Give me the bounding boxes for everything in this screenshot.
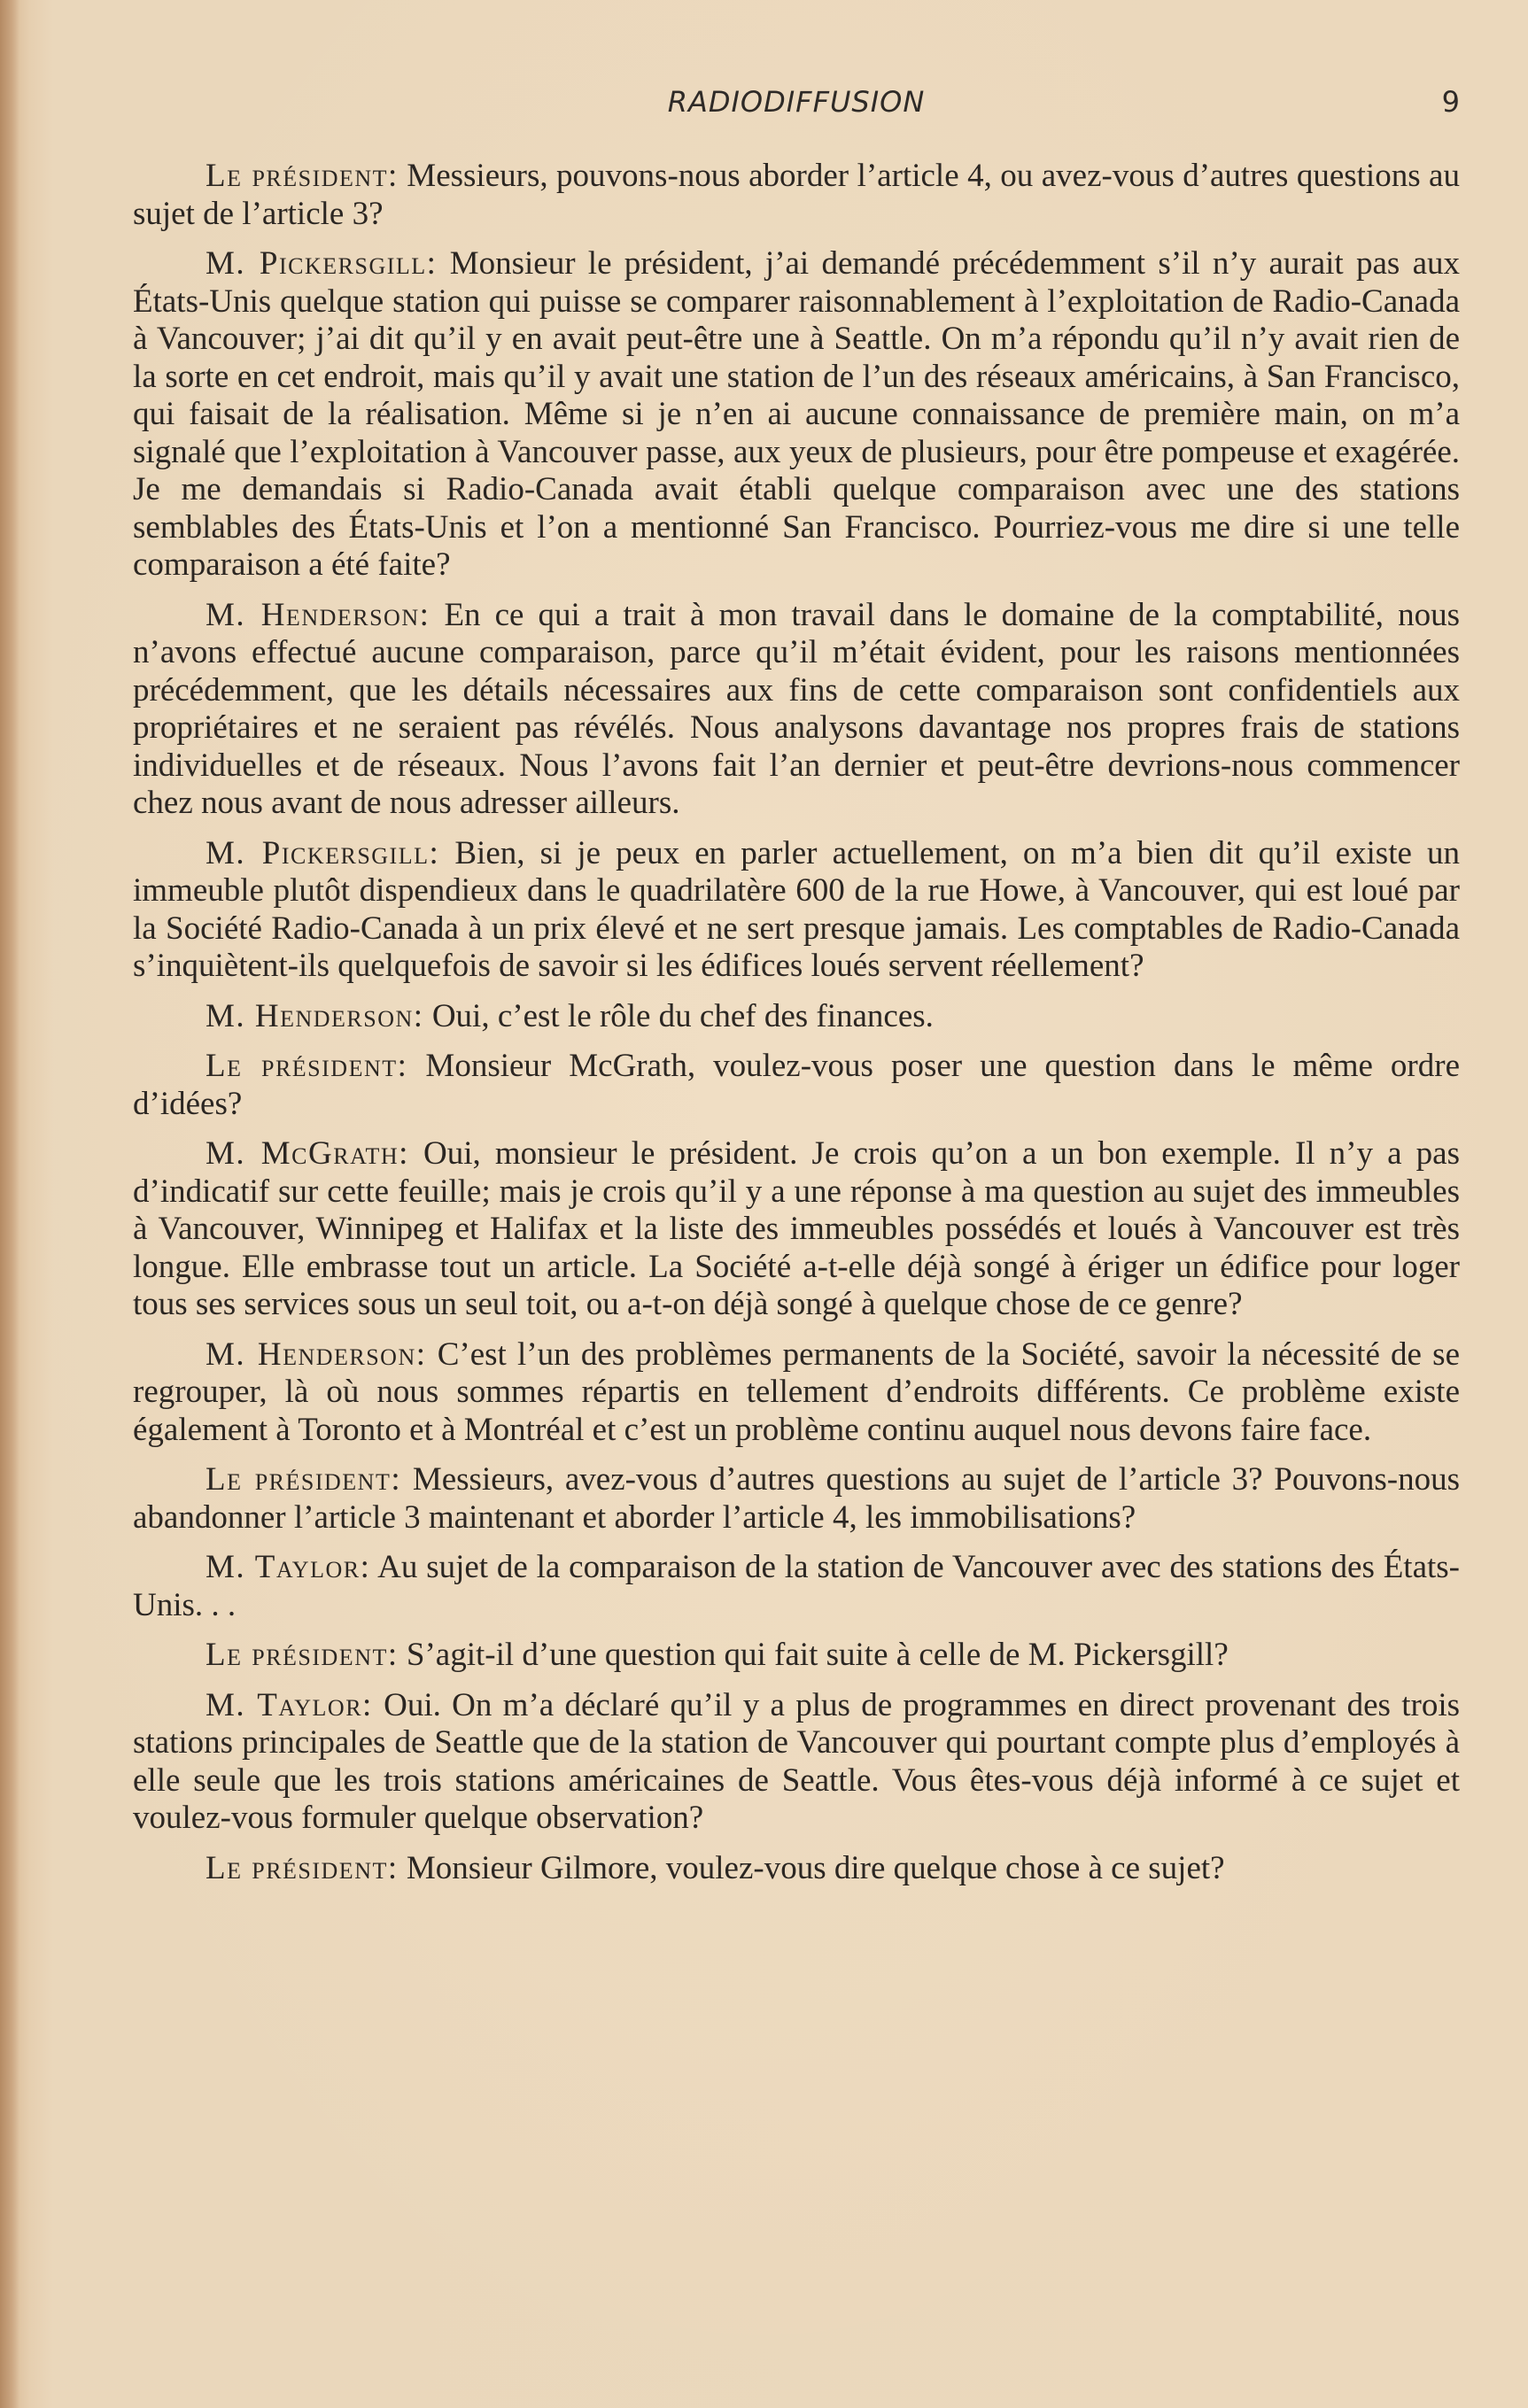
paragraph-text: Monsieur Gilmore, voulez-vous dire quelque chose à ce sujet? bbox=[398, 1849, 1225, 1886]
paragraph bbox=[133, 1461, 1460, 1537]
paragraph-text: Oui, monsieur le président. Je crois qu’on a un bon exemple. Il n’y a pas d’indicatif sur cette feuille; mais je crois qu’il y a une réponse à ma question au sujet des immeubles à Vancouver, Winnipeg et Halifax et la liste des immeubles possédés et loués à Vancouver est très longue. Elle embrasse tout un article. La Société a-t-elle déjà songé à ériger un édifice pour loger tous ses services sous un seul toit, ou a-t-on déjà songé à quelque chose de ce genre? bbox=[133, 1135, 1460, 1322]
paragraph-text: Messieurs, pouvons-nous aborder l’article 4, ou avez-vous d’autres questions au sujet de l’article 3? bbox=[133, 158, 1460, 232]
paragraph bbox=[133, 1336, 1460, 1450]
page-binding-edge bbox=[0, 0, 19, 2408]
paragraph-text: En ce qui a trait à mon travail dans le domaine de la comptabilité, nous n’avons effectué aucune comparaison, parce qu’il m’était évident, pour les raisons mentionnées précédemment, que les détails nécessaires aux fins de cette comparaison sont confidentiels aux propriétaires et ne seraient pas révélés. Nous analysons davantage nos propres frais de stations individuelles et de réseaux. Nous l’avons fait l’an dernier et peut-être devrions-nous commencer chez nous avant de nous adresser ailleurs. bbox=[133, 596, 1460, 821]
paragraph-text: Bien, si je peux en parler actuellement, on m’a bien dit qu’il existe un immeuble plutôt dispendieux dans le quadrilatère 600 de la rue Howe, à Vancouver, qui est loué par la Société Radio-Canada à un prix élevé et ne sert presque jamais. Les comptables de Radio-Canada s’inquiètent-ils quelquefois de savoir si les édifices loués servent réellement? bbox=[133, 834, 1460, 984]
speaker-name: Le président: bbox=[206, 1048, 408, 1084]
speaker-name: Le président: bbox=[206, 1461, 402, 1498]
paragraph bbox=[133, 1687, 1460, 1838]
speaker-name: M. Pickersgill: bbox=[206, 245, 438, 282]
paragraph-text: Monsieur le président, j’ai demandé précédemment s’il n’y aurait pas aux États-Unis quelque station qui puisse se comparer raisonnablement à l’exploitation de Radio-Canada à Vancouver; j’ai dit qu’il y en avait peut-être une à Seattle. On m’a répondu qu’il n’y avait rien de la sorte en cet endroit, mais qu’il y avait une station de l’un des réseaux américains, à San Francisco, qui faisait de la réalisation. Même si je n’en ai aucune connaissance de première main, on m’a signalé que l’exploitation à Vancouver passe, aux yeux de plusieurs, pour être pompeuse et exagérée. Je me demandais si Radio-Canada avait établi quelque comparaison avec une des stations semblables des États-Unis et l’on a mentionné San Francisco. Pourriez-vous me dire si une telle comparaison a été faite? bbox=[133, 245, 1460, 583]
running-title: RADIODIFFUSION bbox=[667, 85, 926, 119]
paragraph bbox=[133, 835, 1460, 986]
paragraph-text: S’agit-il d’une question qui fait suite à celle de M. Pickersgill? bbox=[398, 1637, 1229, 1673]
speaker-name: M. Henderson: bbox=[206, 596, 430, 633]
paragraph-text: C’est l’un des problèmes permanents de la Société, savoir la nécessité de se regrouper, là où nous sommes répartis en tellement d’endroits différents. Ce problème existe également à Toronto et à Montréal et c’est un problème continu auquel nous devons faire face. bbox=[133, 1336, 1461, 1448]
speaker-name: M. Taylor: bbox=[206, 1549, 371, 1585]
page-number: 9 bbox=[1441, 85, 1460, 119]
paragraph-text: Oui, c’est le rôle du chef des finances. bbox=[423, 997, 934, 1034]
speaker-name: Le président: bbox=[206, 1849, 399, 1886]
speaker-name: Le président: bbox=[206, 158, 399, 194]
paragraph bbox=[133, 597, 1460, 823]
speaker-name: M. Taylor: bbox=[206, 1686, 373, 1723]
paragraph bbox=[133, 245, 1460, 585]
speaker-name: M. Henderson: bbox=[206, 997, 424, 1034]
speaker-name: M. McGrath: bbox=[206, 1135, 409, 1172]
paragraph-text: Au sujet de la comparaison de la station de Vancouver avec des stations des États-Unis. . . bbox=[133, 1549, 1461, 1623]
paragraph bbox=[133, 1850, 1460, 1888]
paragraph bbox=[133, 1637, 1460, 1675]
speaker-name: M. Henderson: bbox=[206, 1336, 427, 1373]
paragraph bbox=[133, 998, 1460, 1036]
paragraph-text: Oui. On m’a déclaré qu’il y a plus de programmes en direct provenant des trois stations principales de Seattle que de la station de Vancouver qui pourtant compte plus d’employés à elle seule que les trois stations américaines de Seattle. Vous êtes-vous déjà informé à ce sujet et voulez-vous formuler quelque observation? bbox=[133, 1686, 1460, 1836]
running-header bbox=[133, 85, 1460, 131]
speaker-name: Le président: bbox=[206, 1637, 399, 1673]
speaker-name: M. Pickersgill: bbox=[206, 834, 440, 871]
paragraph-text: Monsieur McGrath, voulez-vous poser une question dans le même ordre d’idées? bbox=[133, 1048, 1460, 1122]
paragraph bbox=[133, 1048, 1460, 1123]
body-text bbox=[133, 158, 1460, 1900]
paragraph bbox=[133, 1549, 1460, 1624]
paragraph-text: Messieurs, avez-vous d’autres questions au sujet de l’article 3? Pouvons-nous abandonner l’article 3 maintenant et aborder l’article 4, les immobilisations? bbox=[133, 1461, 1460, 1536]
paragraph bbox=[133, 158, 1460, 233]
paragraph bbox=[133, 1135, 1460, 1324]
